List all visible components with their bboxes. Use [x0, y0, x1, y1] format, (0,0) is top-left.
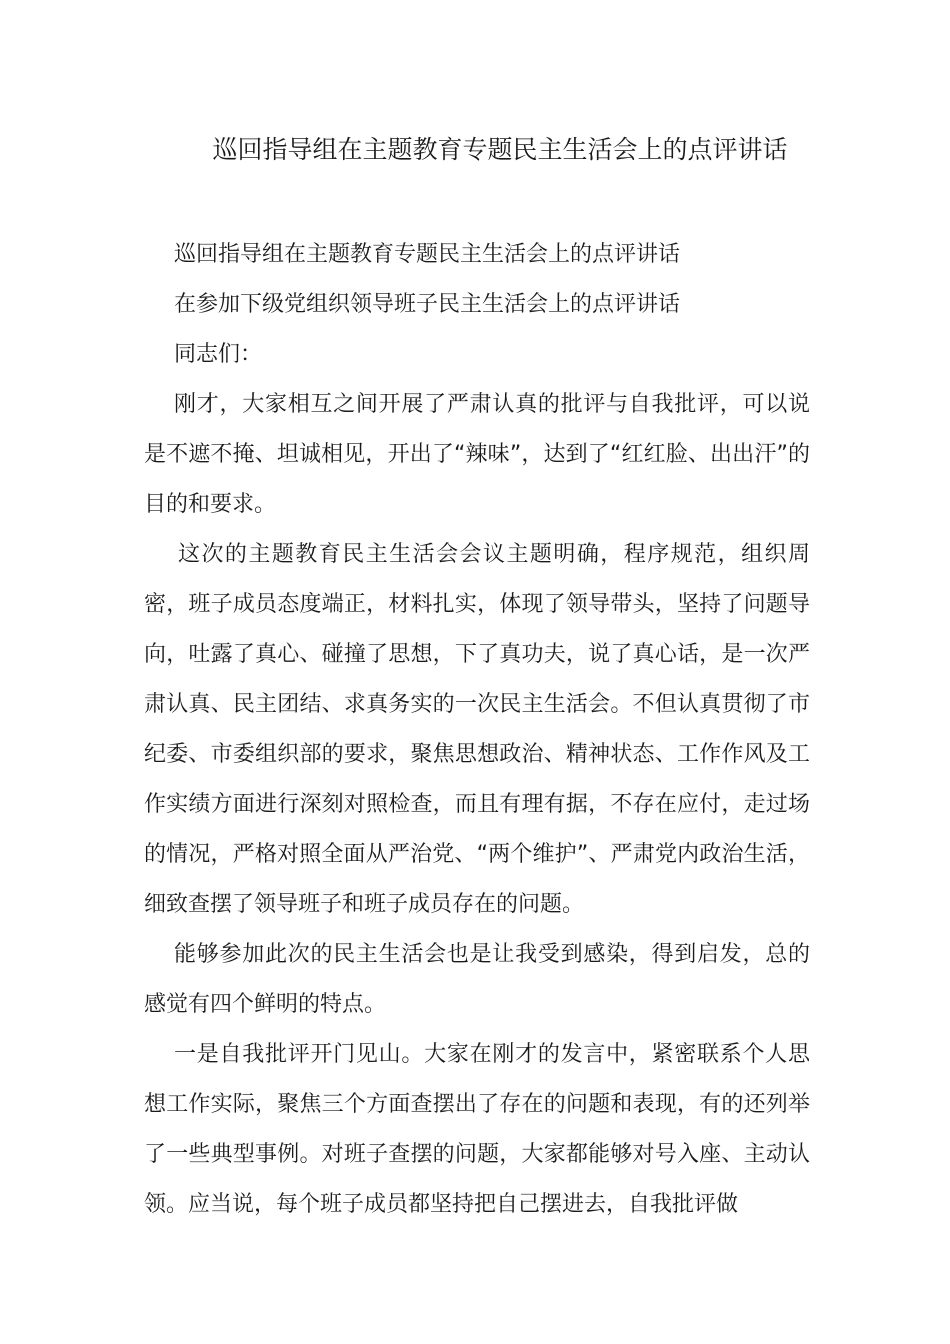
paragraph-subtitle-2: 在参加下级党组织领导班子民主生活会上的点评讲话: [174, 292, 681, 317]
paragraph-salutation: 同志们：: [174, 342, 263, 367]
document-title: 巡回指导组在主题教育专题民主生活会上的点评讲话: [212, 135, 788, 164]
document-body: [144, 230, 810, 1230]
paragraph-subtitle-1: 巡回指导组在主题教育专题民主生活会上的点评讲话: [174, 242, 681, 267]
paragraph-features-intro: 能够参加此次的民主生活会也是让我受到感染，得到启发，总的感觉有四个鲜明的特点。: [144, 942, 810, 1017]
paragraph-assessment: 这次的主题教育民主生活会会议主题明确，程序规范，组织周密，班子成员态度端正，材料扎实，体现了领导带头，坚持了问题导向，吐露了真心、碰撞了思想，下了真功夫，说了真心话，是一次严肃认真、民主团结、求真务实的一次民主生活会。不但认真贯彻了市纪委、市委组织部的要求，聚焦思想政治、精神状态、工作作风及工作实绩方面进行深刻对照检查，而且有理有据，不存在应付，走过场的情况，严格对照全面从严治党、“两个维护”、严肃党内政治生活，细致查摆了领导班子和班子成员存在的问题。: [144, 542, 810, 917]
paragraph-opening: 刚才，大家相互之间开展了严肃认真的批评与自我批评，可以说是不遮不掩、坦诚相见，开出了“辣味”，达到了“红红脸、出出汗”的目的和要求。: [144, 392, 810, 517]
paragraph-feature-one: 一是自我批评开门见山。大家在刚才的发言中，紧密联系个人思想工作实际，聚焦三个方面查摆出了存在的问题和表现，有的还列举了一些典型事例。对班子查摆的问题，大家都能够对号入座、主动认领。应当说，每个班子成员都坚持把自己摆进去，自我批评做: [144, 1042, 810, 1217]
